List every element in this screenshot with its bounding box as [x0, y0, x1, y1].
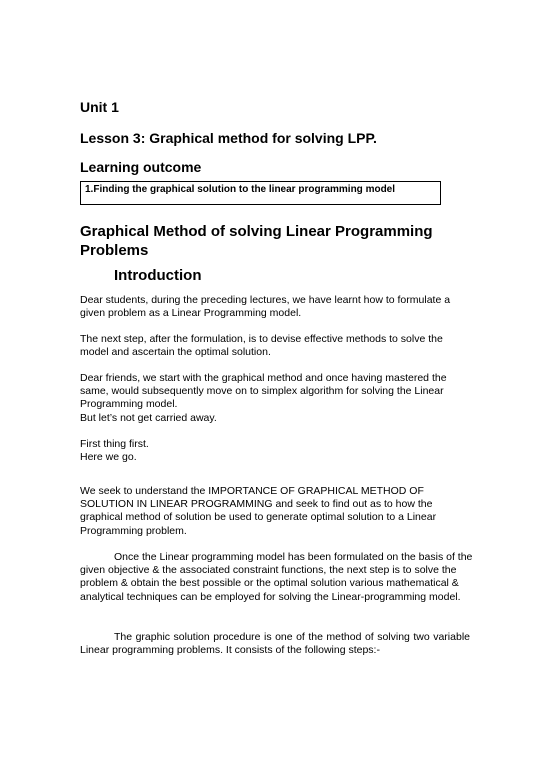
paragraph-4-line-2: Here we go.: [80, 451, 137, 464]
paragraph-3-aside: But let’s not get carried away.: [80, 411, 217, 424]
section-title-line-1: Graphical Method of solving Linear Programming: [80, 223, 433, 240]
learning-outcome-heading: Learning outcome: [80, 159, 202, 175]
section-title: [80, 222, 433, 260]
paragraph-2: The next step, after the formulation, is to devise effective methods to solve the model and ascertain the optimal solution.: [80, 333, 443, 359]
paragraph-7: The graphic solution procedure is one of the method of solving two variable Linear programming problems. It consists of the following steps:-: [80, 631, 470, 657]
paragraph-4: [80, 438, 472, 464]
paragraph-5: We seek to understand the IMPORTANCE OF GRAPHICAL METHOD OF SOLUTION IN LINEAR PROGRAMMING and seek to find out as to how the graphical method of solution be used to generate optimal solution to a Linear Programming problem.: [80, 485, 437, 537]
paragraph-3: [80, 372, 472, 425]
lesson-heading: Lesson 3: Graphical method for solving LPP.: [80, 130, 377, 146]
learning-outcome-box: [80, 181, 441, 205]
paragraph-3-text: Dear friends, we start with the graphical method and once having mastered the same, would subsequently move on to simplex algorithm for solving the Linear Programming model.: [80, 372, 447, 411]
paragraph-4-line-1: First thing first.: [80, 438, 149, 450]
unit-heading: Unit 1: [80, 99, 119, 115]
section-title-line-2: Problems: [80, 242, 149, 259]
paragraph-1: Dear students, during the preceding lectures, we have learnt how to formulate a given problem as a Linear Programming model.: [80, 294, 451, 320]
introduction-heading: Introduction: [114, 267, 202, 284]
paragraph-6: Once the Linear programming model has been formulated on the basis of the given objective & the associated constraint functions, the next step is to solve the problem & obtain the best possible or the optimal solution various mathematical & analytical techniques can be employed for solving the Linear-programming model.: [80, 551, 473, 603]
learning-outcome-text: 1.Finding the graphical solution to the linear programming model: [85, 184, 396, 195]
